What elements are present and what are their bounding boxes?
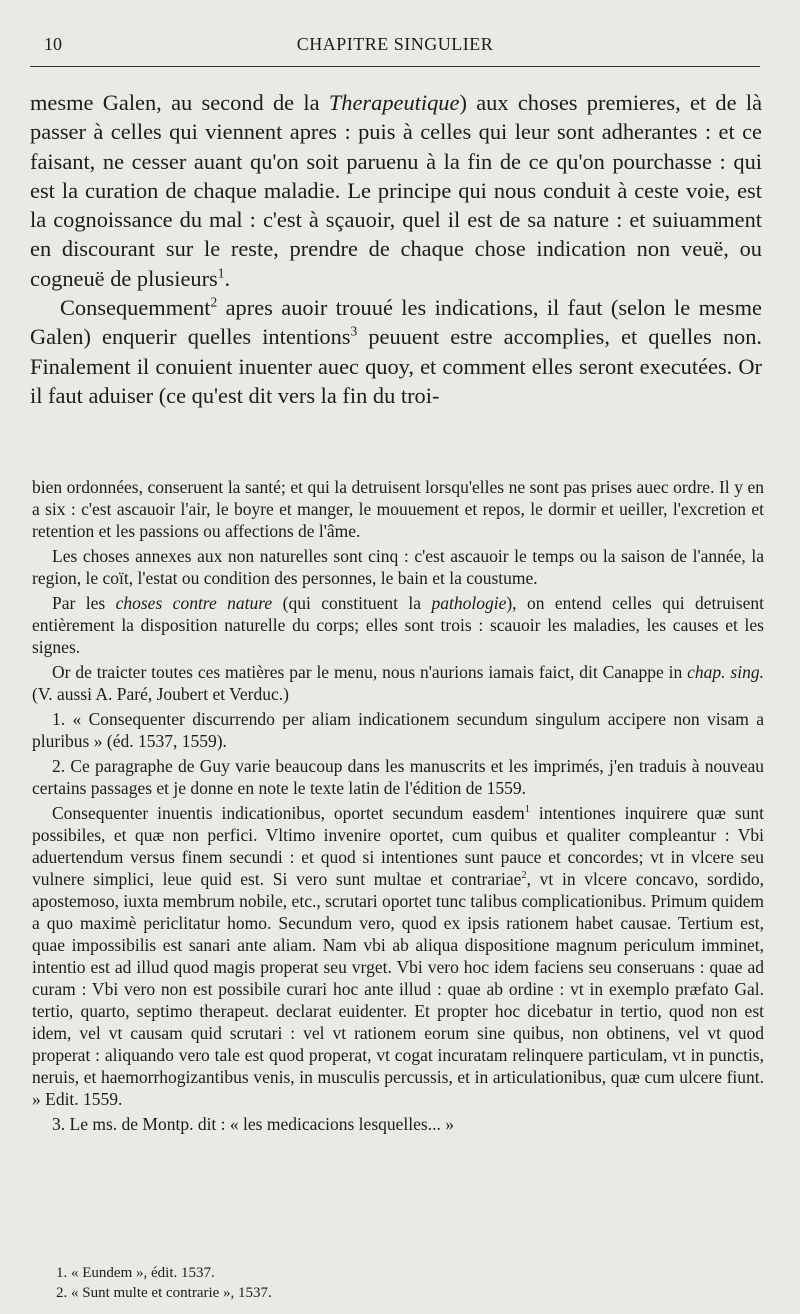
main-paragraph-1: mesme Galen, au second de la Therapeutique) aux choses premieres, et de là passer à celles qui viennent apres : puis à celles qui leur sont adherantes : et ce faisant, ne cesser auant qu'on soit paruenu à la fin de ce qu'on pourchasse : qui est la curation de chaque maladie. Le principe qui nous conduit à ceste voie, est la cognoissance du mal : c'est à sçauoir, quel il est de sa nature : et suiuamment en discourant sur le reste, prendre de chaque chose indication non veuë, ou cogneuë de plusieurs$^1$. [30,90,763,291]
footnotes [56,1263,760,1303]
note-paragraph: 2. Ce paragraphe de Guy varie beaucoup dans les manuscrits et les imprimés, j'en traduis à nouveau certains passages et je donne en note le texte latin de l'édition de 1559. [32,756,764,798]
footnote-2: 2. « Sunt multe et contrarie », 1537. [56,1285,272,1301]
page-number: 10 [44,34,62,54]
page-header [30,28,760,62]
notes-block [32,476,764,1138]
footnote-1: 1. « Eundem », édit. 1537. [56,1265,215,1281]
main-paragraph-2: Consequemment$^2$ apres auoir trouué les indications, il faut (selon le mesme Galen) enquerir quelles intentions$^3$ peuuent estre accomplies, et quelles non. Finalement il conuient inuenter auec quoy, et comment elles seront executées. Or il faut aduiser (ce qu'est dit vers la fin du troi- [30,294,763,408]
note-paragraph: 3. Le ms. de Montp. dit : « les medicacions lesquelles... » [52,1114,454,1134]
footnote-ref: 2 [521,870,527,882]
footnote-ref: 1 [524,804,531,816]
note-paragraph: 1. « Consequenter discurrendo per aliam indicationem secundum singulum accipere non visam a pluribus » (éd. 1537, 1559). [32,709,764,751]
footnote-ref: 3 [350,323,358,339]
note-paragraph: Les choses annexes aux non naturelles sont cinq : c'est ascauoir le temps ou la saison de l'année, la region, le coït, l'estat ou condition des personnes, le bain et la coustume. [32,546,764,588]
header-rule [30,66,760,67]
footnote-ref: 1 [217,265,225,281]
note-paragraph: bien ordonnées, conseruent la santé; et qui la detruisent lorsqu'elles ne sont pas prises auec ordre. Il y en a six : c'est ascauoir l'air, le boyre et manger, le mouuement et repos, le dormir et ueiller, l'excretion et retention et les passions ou affections de l'âme. [32,477,764,541]
note-paragraph: Par les choses contre nature (qui constituent la pathologie), on entend celles qui detruisent entièrement la disposition naturelle du corps; elles sont trois : scauoir les maladies, les causes et les signes. [32,593,764,657]
main-text [30,88,762,410]
note-paragraph: Or de traicter toutes ces matières par le menu, nous n'aurions iamais faict, dit Canappe in chap. sing. (V. aussi A. Paré, Joubert et Verduc.) [32,662,764,704]
running-title: CHAPITRE SINGULIER [296,34,494,54]
latin-quotation: Consequenter inuentis indicationibus, oportet secundum easdem$^1$ intentiones inquirere quæ sunt possibiles, et quæ non perfici. Vltimo invenire oportet, cum quibus et qualiter compleantur : Vbi aduertendum versus finem secundi : et quod si intentiones sunt pauce et concordes; vt in vlcere seu vulnere simplici, leue quid est. Si vero sunt multae et contrariae$^2$, vt in vlcere concavo, sordido, apostemoso, iuxta membrum nobile, etc., scrutari oportet tunc talibus complicationibus. Primum quidem a quo maximè periclitatur homo. Secundum vero, quod ex ipsis rationem habet causae. Tertium est, quae impossibilis est sanari ante aliam. Nam vbi ab aliqua dispositione magnum periculum imminet, intentio est ad illud quod magis properat seu vrget. Vbi vero hoc idem faciens seu conseruans : quae ad curam : Vbi vero non est possibile curari hoc ante illud : quae ab ordine : vt in exemplo præfato Gal. tertio, quarto, septimo therapeut. declarat euidenter. Et propter hoc dicebatur in tertio, quod non est idem, vel vt causam quid scrutari : vel vt rationem eorum sine quibus, non obtinens, vel vt quod properat : aliquando vero tale est quod properat, vt cogat incuratam relinquere particulam, vt in punctis, neruis, et haemorrhogizantibus venis, in musculis percussis, et in articulationibus, quæ cum ulcere fiunt. » Edit. 1559. [32,803,764,1109]
footnote-ref: 2 [210,294,218,310]
